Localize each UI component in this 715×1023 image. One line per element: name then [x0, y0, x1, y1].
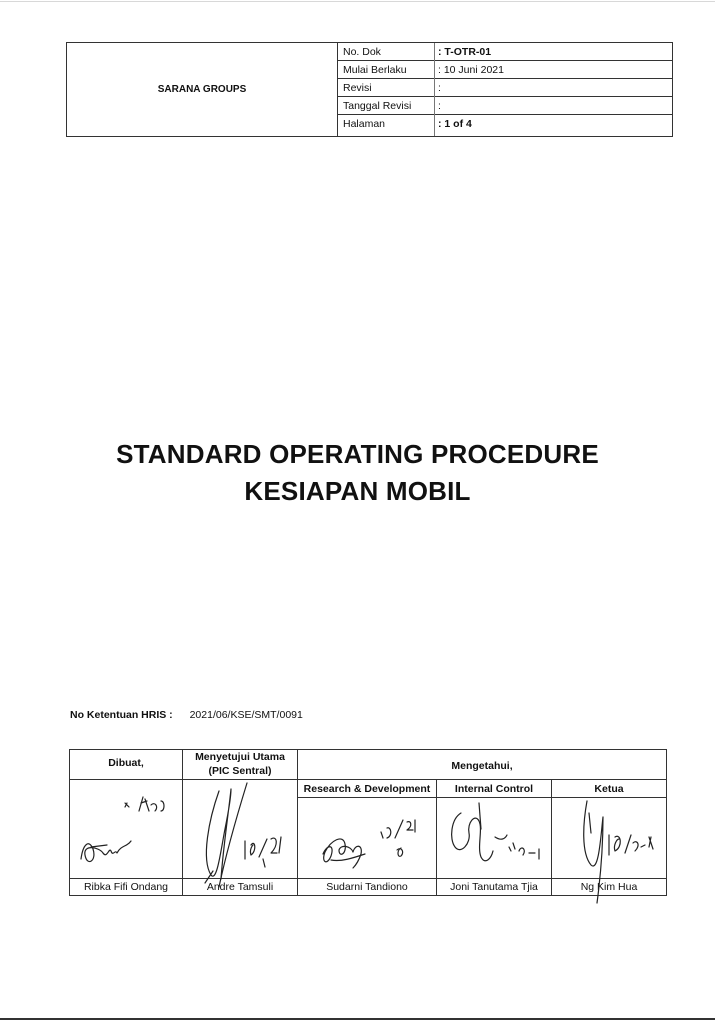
ketua-label: Ketua [594, 783, 624, 795]
signature-ng-kim-hua [557, 793, 662, 903]
hris-number [70, 709, 303, 721]
top-edge-line [0, 1, 715, 2]
document-header-table [66, 42, 673, 137]
signer-name: Joni Tanutama Tjia [450, 881, 538, 893]
header-value: : 10 Juni 2021 [438, 64, 504, 76]
rnd-label: Research & Development [303, 783, 431, 795]
dibuat-label: Dibuat, [108, 757, 144, 769]
approval-signature-table [69, 749, 667, 896]
header-label: Halaman [343, 118, 386, 130]
signer-name: Ribka Fifi Ondang [83, 881, 169, 893]
menyetujui-label: Menyetujui Utama [195, 751, 285, 763]
header-label: Tanggal Revisi [343, 100, 412, 112]
header-row-revisi [337, 79, 672, 97]
signature-sudarni [317, 804, 427, 874]
header-row-tanggal-revisi [337, 97, 672, 115]
header-label: Revisi [343, 82, 372, 94]
header-value: : [438, 100, 441, 112]
header-label: Mulai Berlaku [343, 64, 407, 76]
header-value: : [438, 82, 441, 94]
header-row-mulai-berlaku [337, 61, 672, 79]
signer-name: Sudarni Tandiono [326, 881, 408, 893]
signer-name: Andre Tamsuli [206, 881, 274, 893]
header-value: : 1 of 4 [438, 118, 472, 130]
header-row-no-dok [337, 43, 672, 61]
hris-value: 2021/06/KSE/SMT/0091 [189, 709, 303, 721]
bottom-edge-line [0, 1018, 715, 1020]
company-name: SARANA GROUPS [67, 43, 338, 136]
internal-control-label: Internal Control [454, 783, 534, 795]
mengetahui-label: Mengetahui, [451, 760, 513, 772]
hris-label: No Ketentuan HRIS : [70, 709, 173, 721]
signature-ribka [77, 789, 177, 874]
header-label: No. Dok [343, 46, 381, 58]
signature-andre [191, 779, 291, 889]
header-row-halaman [337, 115, 672, 136]
signature-joni [441, 799, 549, 877]
document-title-line2: KESIAPAN MOBIL [244, 476, 471, 506]
header-value: : T-OTR-01 [438, 46, 492, 58]
document-title-line1: STANDARD OPERATING PROCEDURE [116, 439, 599, 469]
signer-name: Ng Kim Hua [580, 881, 638, 893]
menyetujui-sub-label: (PIC Sentral) [208, 765, 272, 777]
